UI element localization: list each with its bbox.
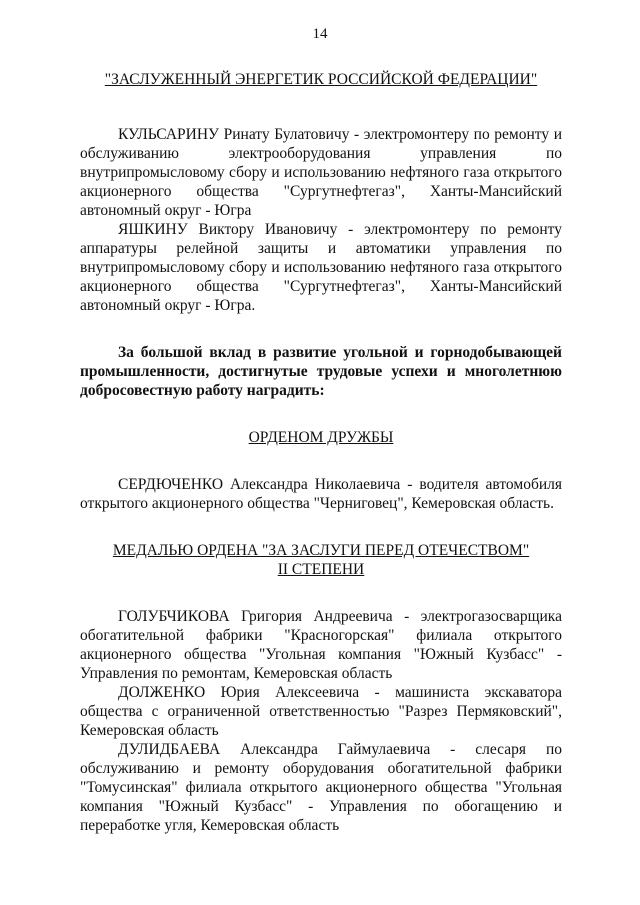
award-entry: СЕРДЮЧЕНКО Александра Николаевича - водителя автомобиля открытого акционерного общества "Черниговец", Кемеровская область. xyxy=(80,476,562,512)
decree-intro: За большой вклад в развитие угольной и горнодобывающей промышленности, достигнутые трудовые успехи и многолетнюю добросовестную работу наградить: xyxy=(80,344,562,399)
page-number: 14 xyxy=(312,26,328,42)
section-title-energetik: "ЗАСЛУЖЕННЫЙ ЭНЕРГЕТИК РОССИЙСКОЙ ФЕДЕРАЦИИ" xyxy=(104,71,538,88)
award-entry: ЯШКИНУ Виктору Ивановичу - электромонтеру по ремонту аппаратуры релейной защиты и автоматики управления по внутрипромысловому сбору и использованию нефтяного газа открытого акционерного общества "Сургутнефтегаз", Ханты-Мансийский автономный округ - Югра. xyxy=(80,221,562,314)
award-entry: КУЛЬСАРИНУ Ринату Булатовичу - электромонтеру по ремонту и обслуживанию электрооборудования управления по внутрипромысловому сбору и использованию нефтяного газа открытого акционерного общества "Сургутнефтегаз", Ханты-Мансийский автономный округ - Югра xyxy=(80,126,562,219)
section-title-medal: МЕДАЛЬЮ ОРДЕНА "ЗА ЗАСЛУГИ ПЕРЕД ОТЕЧЕСТВОМ" xyxy=(112,542,530,559)
document-body xyxy=(80,70,562,835)
award-entry: ДОЛЖЕНКО Юрия Алексеевича - машиниста экскаватора общества с ограниченной ответственностью "Разрез Пермяковский", Кемеровская область xyxy=(80,684,562,739)
award-entry: ДУЛИДБАЕВА Александра Гаймулаевича - слесаря по обслуживанию и ремонту оборудования обогатительной фабрики "Томусинская" филиала открытого акционерного общества "Угольная компания "Южный Кузбасс" - Управления по обогащению и переработке угля, Кемеровская область xyxy=(80,741,562,834)
award-entry: ГОЛУБЧИКОВА Григория Андреевича - электрогазосварщика обогатительной фабрики "Красногорская" филиала открытого акционерного общества "Угольная компания "Южный Кузбасс" - Управления по ремонтам, Кемеровская область xyxy=(80,608,562,682)
section-title-druzhby: ОРДЕНОМ ДРУЖБЫ xyxy=(248,429,394,446)
section-title-medal-degree: II СТЕПЕНИ xyxy=(277,561,365,578)
